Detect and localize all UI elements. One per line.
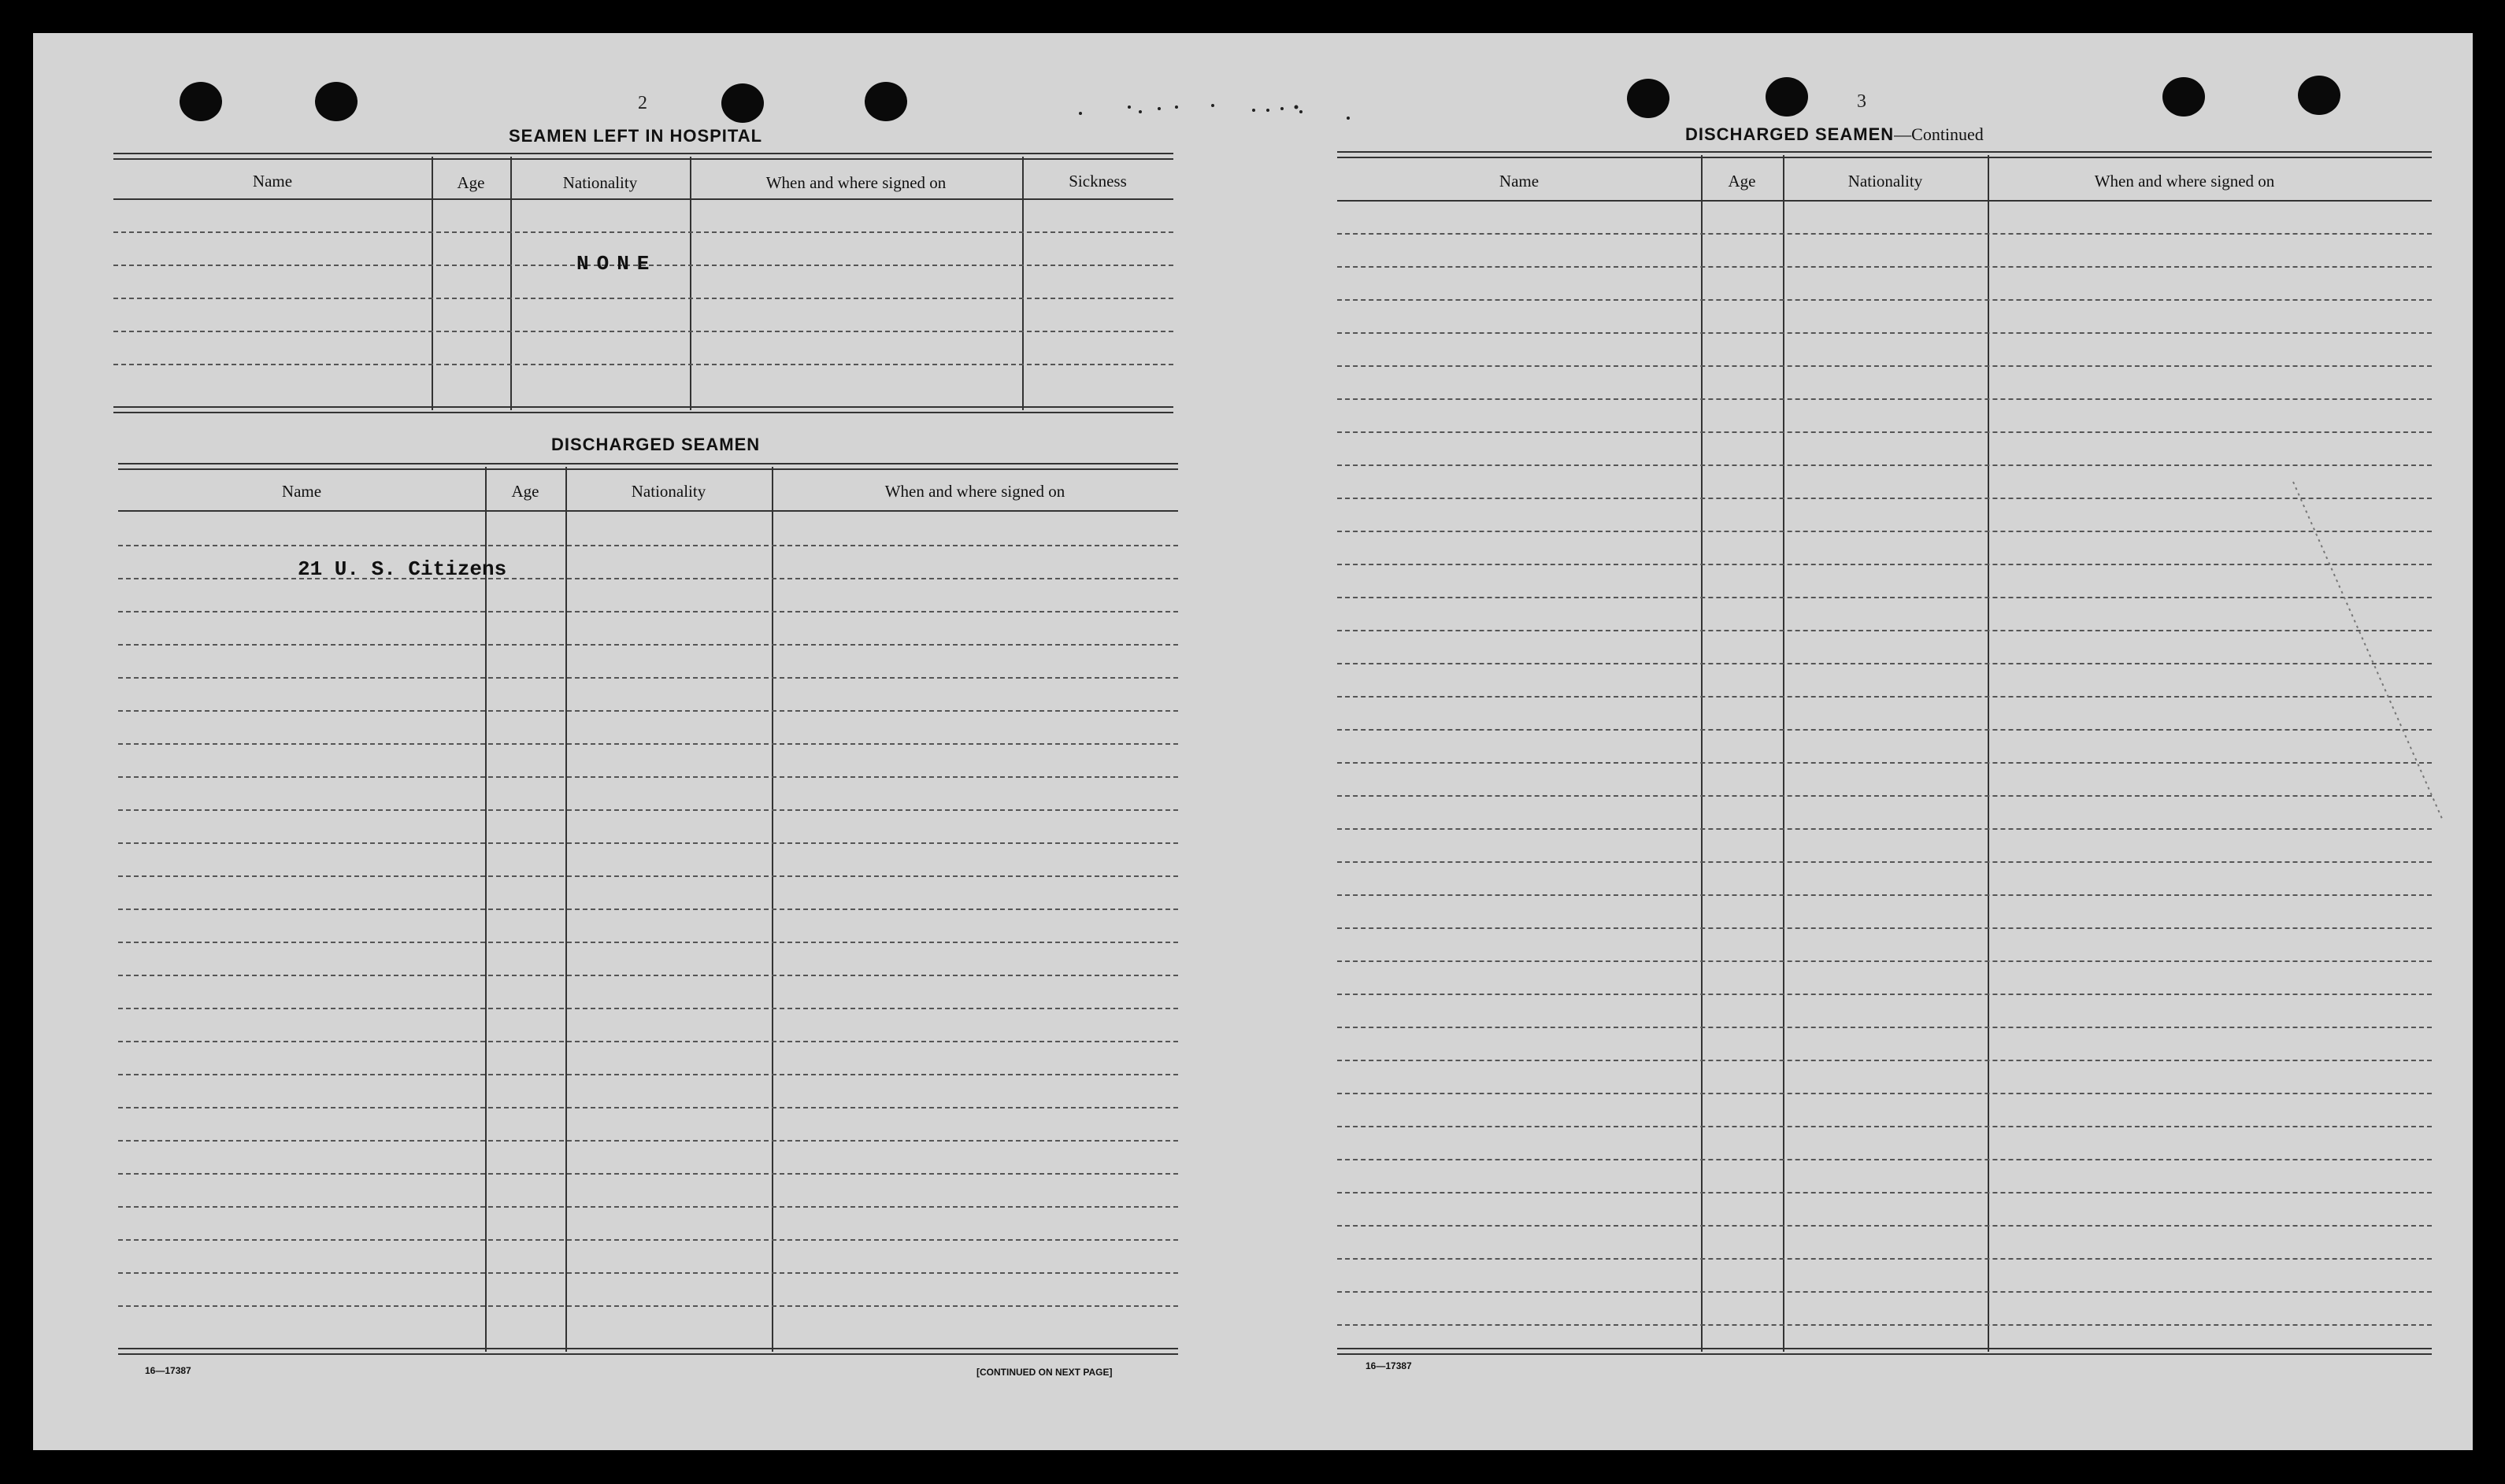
punch-hole: [1766, 77, 1808, 117]
header-age: Age: [511, 482, 539, 501]
header-nationality: Nationality: [631, 482, 706, 501]
header-age: Age: [1728, 172, 1756, 191]
page-number-left: 2: [638, 93, 647, 113]
header-sickness: Sickness: [1069, 172, 1127, 191]
header-age: Age: [457, 173, 485, 192]
punch-hole: [721, 83, 764, 123]
punch-hole: [865, 82, 907, 121]
header-name: Name: [252, 172, 293, 191]
discharged-continued-title: [1685, 124, 1984, 145]
form-number-right: 16—17387: [1366, 1360, 1412, 1371]
punch-hole: [2162, 77, 2205, 117]
header-when-where: When and where signed on: [2094, 172, 2275, 191]
title-continued: —Continued: [1894, 124, 1984, 144]
header-nationality: Nationality: [1847, 172, 1923, 191]
punch-hole: [2298, 76, 2340, 115]
ink-specks: [1065, 99, 1474, 123]
discharged-table-left: [118, 463, 1178, 1400]
punch-hole: [315, 82, 358, 121]
form-number-left: 16—17387: [145, 1365, 191, 1376]
discharged-section-title: DISCHARGED SEAMEN: [551, 435, 761, 454]
header-name: Name: [1499, 172, 1540, 191]
punch-hole: [1627, 79, 1669, 118]
hospital-entry: NONE: [576, 252, 658, 276]
document-paper: [33, 33, 2473, 1450]
discharged-entry: 21 U. S. Citizens: [298, 557, 507, 581]
discharged-table-right: [1337, 151, 2432, 1395]
header-when-where: When and where signed on: [765, 173, 947, 192]
pencil-mark: [2285, 474, 2459, 828]
header-when-where: When and where signed on: [884, 482, 1065, 501]
hospital-table: [113, 153, 1173, 452]
header-name: Name: [281, 482, 322, 501]
punch-hole: [180, 82, 222, 121]
header-nationality: Nationality: [562, 173, 638, 192]
page-number-right: 3: [1857, 91, 1866, 112]
title-main: DISCHARGED SEAMEN: [1685, 124, 1895, 144]
hospital-section-title: SEAMEN LEFT IN HOSPITAL: [509, 126, 763, 146]
continued-note: [CONTINUED ON NEXT PAGE]: [976, 1367, 1113, 1378]
